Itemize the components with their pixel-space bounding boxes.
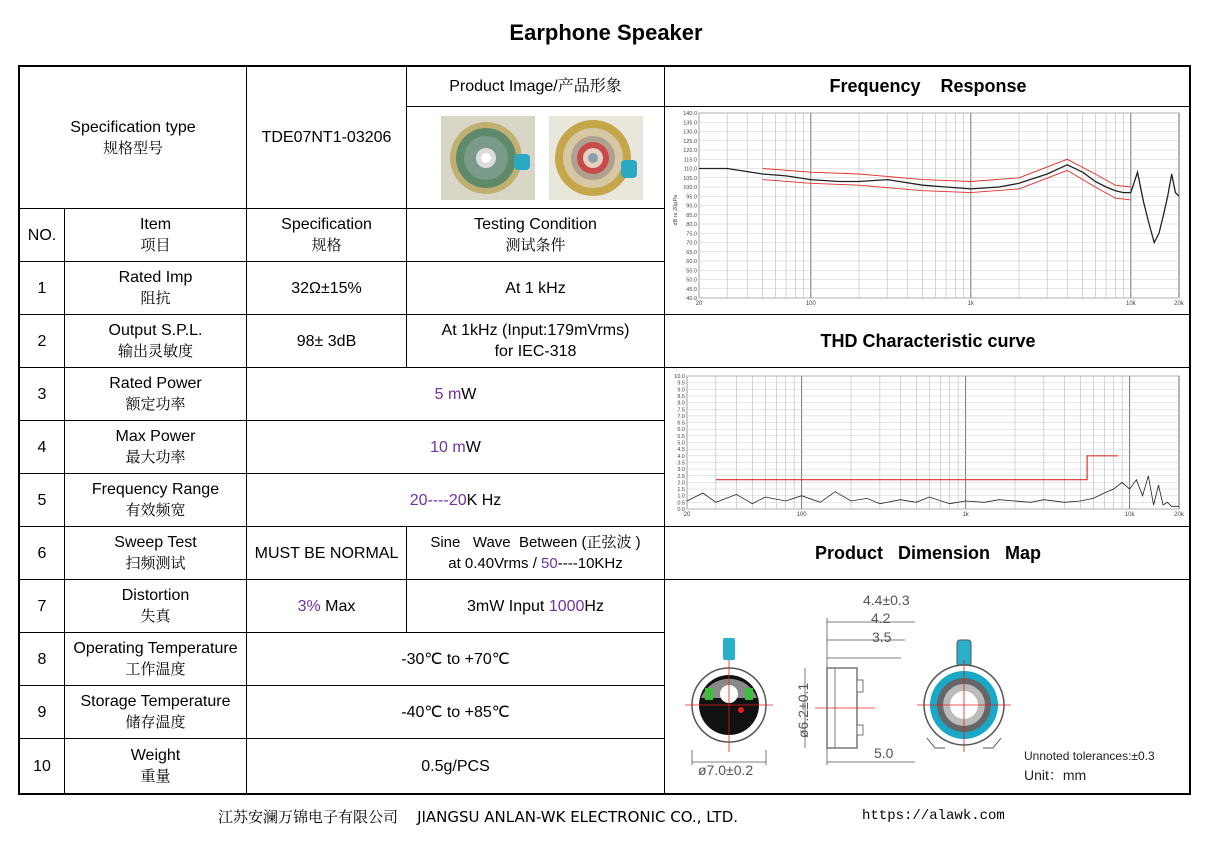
value-part: 5 m — [434, 385, 462, 403]
item-cn: 重量 — [140, 767, 171, 785]
dim-label: ø7.0±0.2 — [698, 762, 754, 778]
test-part: Hz — [584, 597, 604, 615]
item-cn: 工作温度 — [125, 660, 186, 678]
dim-label: 4.4±0.3 — [863, 592, 910, 608]
test-line-1: Sine Wave Between (正弦波 ) — [430, 534, 641, 551]
test-part: 3mW Input — [467, 597, 549, 615]
col-item — [65, 209, 247, 262]
y-tick-label: 125.0 — [683, 138, 697, 145]
page-title: Earphone Speaker — [509, 20, 703, 45]
spec-part: 3% — [297, 597, 321, 615]
row-value — [247, 368, 665, 421]
y-tick-label: 85.0 — [686, 212, 697, 219]
item-cn: 失真 — [140, 607, 171, 625]
dimension-title-text: Product Dimension Map — [814, 542, 1042, 563]
row-no-text: 4 — [37, 438, 47, 456]
website-link[interactable]: https://alawk.com — [862, 808, 1005, 824]
item-en: Output S.P.L. — [108, 322, 203, 339]
item-cn: 储存温度 — [125, 713, 186, 731]
y-tick-label: 6.0 — [677, 427, 685, 434]
front-view-icon — [685, 638, 773, 765]
thd-panel — [665, 368, 1191, 527]
thd-title — [665, 315, 1191, 368]
item-cn: 输出灵敏度 — [117, 342, 193, 360]
freq-response-chart — [665, 107, 1191, 314]
spec-text: 32Ω±15% — [291, 279, 362, 297]
freq-response-title-text: Frequency Response — [829, 76, 1027, 96]
y-tick-label: 100.0 — [683, 185, 697, 191]
row-item — [65, 315, 247, 368]
product-image-label — [407, 67, 665, 107]
row-test — [407, 262, 665, 315]
item-cn: 最大功率 — [125, 448, 186, 466]
y-tick-label: 8.0 — [677, 400, 685, 407]
y-tick-label: 130.0 — [683, 129, 697, 136]
y-tick-label: 9.0 — [677, 387, 685, 394]
freq-response-panel — [665, 107, 1191, 315]
model-number — [247, 67, 407, 209]
test-part: at 0.40Vrms / — [448, 555, 542, 572]
x-tick-label: 20 — [695, 301, 703, 307]
y-tick-label: 110.0 — [683, 166, 697, 173]
y-tick-label: 5.0 — [677, 440, 685, 447]
row-no-text: 5 — [37, 491, 47, 509]
item-en: Distortion — [121, 587, 190, 604]
value-text: 0.5g/PCS — [421, 757, 490, 775]
y-tick-label: 2.5 — [677, 473, 685, 480]
row-no — [20, 633, 65, 686]
x-tick-label: 20 — [683, 512, 691, 518]
y-tick-label: 2.0 — [677, 480, 685, 487]
y-tick-label: 7.0 — [677, 413, 685, 420]
spec-text: 98± 3dB — [296, 332, 357, 350]
value-part: 10 m — [430, 438, 466, 456]
row-item — [65, 739, 247, 793]
y-tick-label: 9.5 — [677, 380, 685, 387]
freq-response-title — [665, 67, 1191, 107]
y-tick-label: 4.5 — [677, 447, 685, 454]
product-image-text: Product Image/产品形象 — [449, 78, 622, 95]
y-tick-label: 0.0 — [677, 507, 685, 513]
spec-type-cn: 规格型号 — [102, 138, 163, 157]
item-en: Storage Temperature — [80, 693, 231, 710]
y-tick-label: 7.5 — [677, 407, 685, 414]
y-tick-label: 3.5 — [677, 460, 685, 467]
x-tick-label: 10k — [1124, 512, 1135, 518]
y-tick-label: 80.0 — [686, 222, 697, 228]
item-cn: 扫频测试 — [125, 554, 186, 572]
y-tick-label: 10.0 — [674, 374, 685, 380]
y-tick-label: 40.0 — [686, 296, 697, 302]
value-text: -30℃ to +70℃ — [401, 650, 510, 668]
test-part: 1000 — [548, 597, 585, 615]
unit-note: Unit：mm — [1024, 767, 1087, 783]
y-tick-label: 115.0 — [683, 157, 697, 164]
row-test — [407, 580, 665, 633]
row-item — [65, 368, 247, 421]
y-tick-label: 70.0 — [686, 240, 697, 247]
row-value — [247, 474, 665, 527]
row-value — [247, 633, 665, 686]
test-part: 50 — [541, 555, 558, 572]
row-value — [247, 421, 665, 474]
y-tick-label: 75.0 — [686, 231, 697, 238]
dimension-panel — [665, 580, 1191, 793]
row-no-text: 1 — [37, 279, 47, 297]
value-part: ---- — [427, 491, 449, 509]
dim-label: ø6.2±0.1 — [795, 682, 811, 738]
row-no — [20, 686, 65, 739]
dim-label: 4.2 — [871, 610, 891, 626]
x-tick-label: 20k — [1174, 301, 1184, 307]
test-line-1: At 1kHz (Input:179mVrms) — [441, 322, 630, 339]
x-tick-label: 20k — [1174, 512, 1184, 518]
value-unit: W — [465, 438, 481, 456]
company-name: 江苏安澜万锦电子有限公司 JIANGSU ANLAN-WK ELECTRONIC CO., LTD. — [218, 808, 739, 826]
col-test-cn: 测试条件 — [505, 236, 566, 254]
test-line-2: for IEC-318 — [494, 343, 577, 360]
row-item — [65, 580, 247, 633]
y-tick-label: 60.0 — [686, 259, 697, 265]
item-en: Sweep Test — [114, 534, 197, 551]
spec-part: Max — [320, 597, 356, 615]
row-spec — [247, 527, 407, 580]
test-text: At 1 kHz — [505, 279, 566, 297]
value-unit: W — [461, 385, 477, 403]
x-tick-label: 100 — [805, 301, 816, 307]
value-part: 20 — [448, 491, 467, 509]
y-tick-label: 5.5 — [677, 433, 685, 440]
spec-text: MUST BE NORMAL — [254, 544, 399, 562]
col-test — [407, 209, 665, 262]
tolerance-note: Unnoted tolerances:±0.3 — [1024, 749, 1155, 763]
row-no-text: 6 — [37, 544, 47, 562]
item-en: Rated Imp — [118, 269, 193, 286]
row-value — [247, 686, 665, 739]
row-no — [20, 474, 65, 527]
y-tick-label: 6.5 — [677, 420, 685, 427]
x-tick-label: 1k — [962, 512, 969, 518]
row-no — [20, 262, 65, 315]
col-test-en: Testing Condition — [474, 216, 597, 233]
row-no-text: 3 — [37, 385, 47, 403]
x-tick-label: 1k — [967, 301, 975, 307]
y-axis-label: dB re 20μPa — [673, 194, 679, 226]
item-en: Rated Power — [109, 375, 202, 392]
dim-label: 3.5 — [872, 629, 892, 645]
col-spec-cn: 规格 — [311, 236, 342, 254]
y-tick-label: 105.0 — [683, 175, 697, 182]
row-item — [65, 527, 247, 580]
value-unit: K Hz — [466, 491, 502, 509]
col-item-cn: 项目 — [140, 236, 171, 254]
y-tick-label: 55.0 — [686, 268, 697, 275]
item-en: Frequency Range — [91, 481, 220, 498]
col-spec — [247, 209, 407, 262]
dim-label: 5.0 — [874, 745, 894, 761]
x-tick-label: 100 — [796, 512, 807, 518]
item-cn: 阻抗 — [140, 289, 171, 307]
col-spec-en: Specification — [281, 216, 372, 233]
y-tick-label: 65.0 — [686, 249, 697, 256]
col-no-text: NO. — [27, 226, 57, 244]
spec-type-en: Specification type — [70, 118, 196, 136]
item-en: Max Power — [115, 428, 196, 445]
side-view-icon — [805, 618, 915, 765]
item-cn: 有效频宽 — [125, 501, 186, 519]
row-test — [407, 527, 665, 580]
row-no — [20, 315, 65, 368]
value-text: -40℃ to +85℃ — [401, 703, 510, 721]
y-tick-label: 4.0 — [677, 453, 685, 460]
item-en: Operating Temperature — [73, 640, 238, 657]
row-no — [20, 368, 65, 421]
spec-type-label — [20, 67, 247, 209]
item-cn: 额定功率 — [125, 395, 186, 413]
back-view-icon — [917, 640, 1011, 752]
thd-title-text: THD Characteristic curve — [820, 330, 1036, 351]
row-item — [65, 421, 247, 474]
thd-chart — [665, 368, 1191, 526]
spec-sheet — [18, 65, 1191, 795]
row-no-text: 8 — [37, 650, 47, 668]
y-tick-label: 45.0 — [686, 286, 697, 293]
y-tick-label: 95.0 — [686, 194, 697, 201]
y-tick-label: 140.0 — [683, 111, 697, 117]
y-tick-label: 1.0 — [677, 493, 685, 500]
y-tick-label: 0.5 — [677, 500, 685, 507]
row-value — [247, 739, 665, 793]
y-tick-label: 135.0 — [683, 120, 697, 127]
row-item — [65, 262, 247, 315]
row-test — [407, 315, 665, 368]
product-image — [407, 107, 665, 209]
test-part: 0KHz — [586, 555, 623, 572]
y-tick-label: 90.0 — [686, 203, 697, 210]
row-item — [65, 633, 247, 686]
row-item — [65, 686, 247, 739]
row-item — [65, 474, 247, 527]
row-no-text: 10 — [33, 757, 51, 775]
value-part: 20 — [409, 491, 428, 509]
y-tick-label: 3.0 — [677, 467, 685, 474]
col-no — [20, 209, 65, 262]
test-part: ----1 — [557, 555, 587, 572]
y-tick-label: 8.5 — [677, 393, 685, 400]
row-no — [20, 527, 65, 580]
y-tick-label: 50.0 — [686, 277, 697, 284]
row-spec — [247, 580, 407, 633]
product-photo-icon — [411, 110, 661, 206]
test-line-2 — [448, 553, 623, 574]
row-spec — [247, 315, 407, 368]
col-item-en: Item — [139, 216, 172, 233]
model-text: TDE07NT1-03206 — [261, 129, 392, 146]
row-no — [20, 421, 65, 474]
y-tick-label: 120.0 — [683, 148, 697, 154]
row-spec — [247, 262, 407, 315]
row-no — [20, 580, 65, 633]
y-tick-label: 1.5 — [677, 487, 685, 494]
dimension-title — [665, 527, 1191, 580]
row-no-text: 9 — [37, 703, 47, 721]
item-en: Weight — [130, 747, 181, 764]
row-no-text: 7 — [37, 597, 47, 615]
x-tick-label: 10k — [1125, 301, 1136, 307]
row-no-text: 2 — [37, 332, 47, 350]
row-no — [20, 739, 65, 793]
dimension-drawing — [665, 580, 1191, 793]
